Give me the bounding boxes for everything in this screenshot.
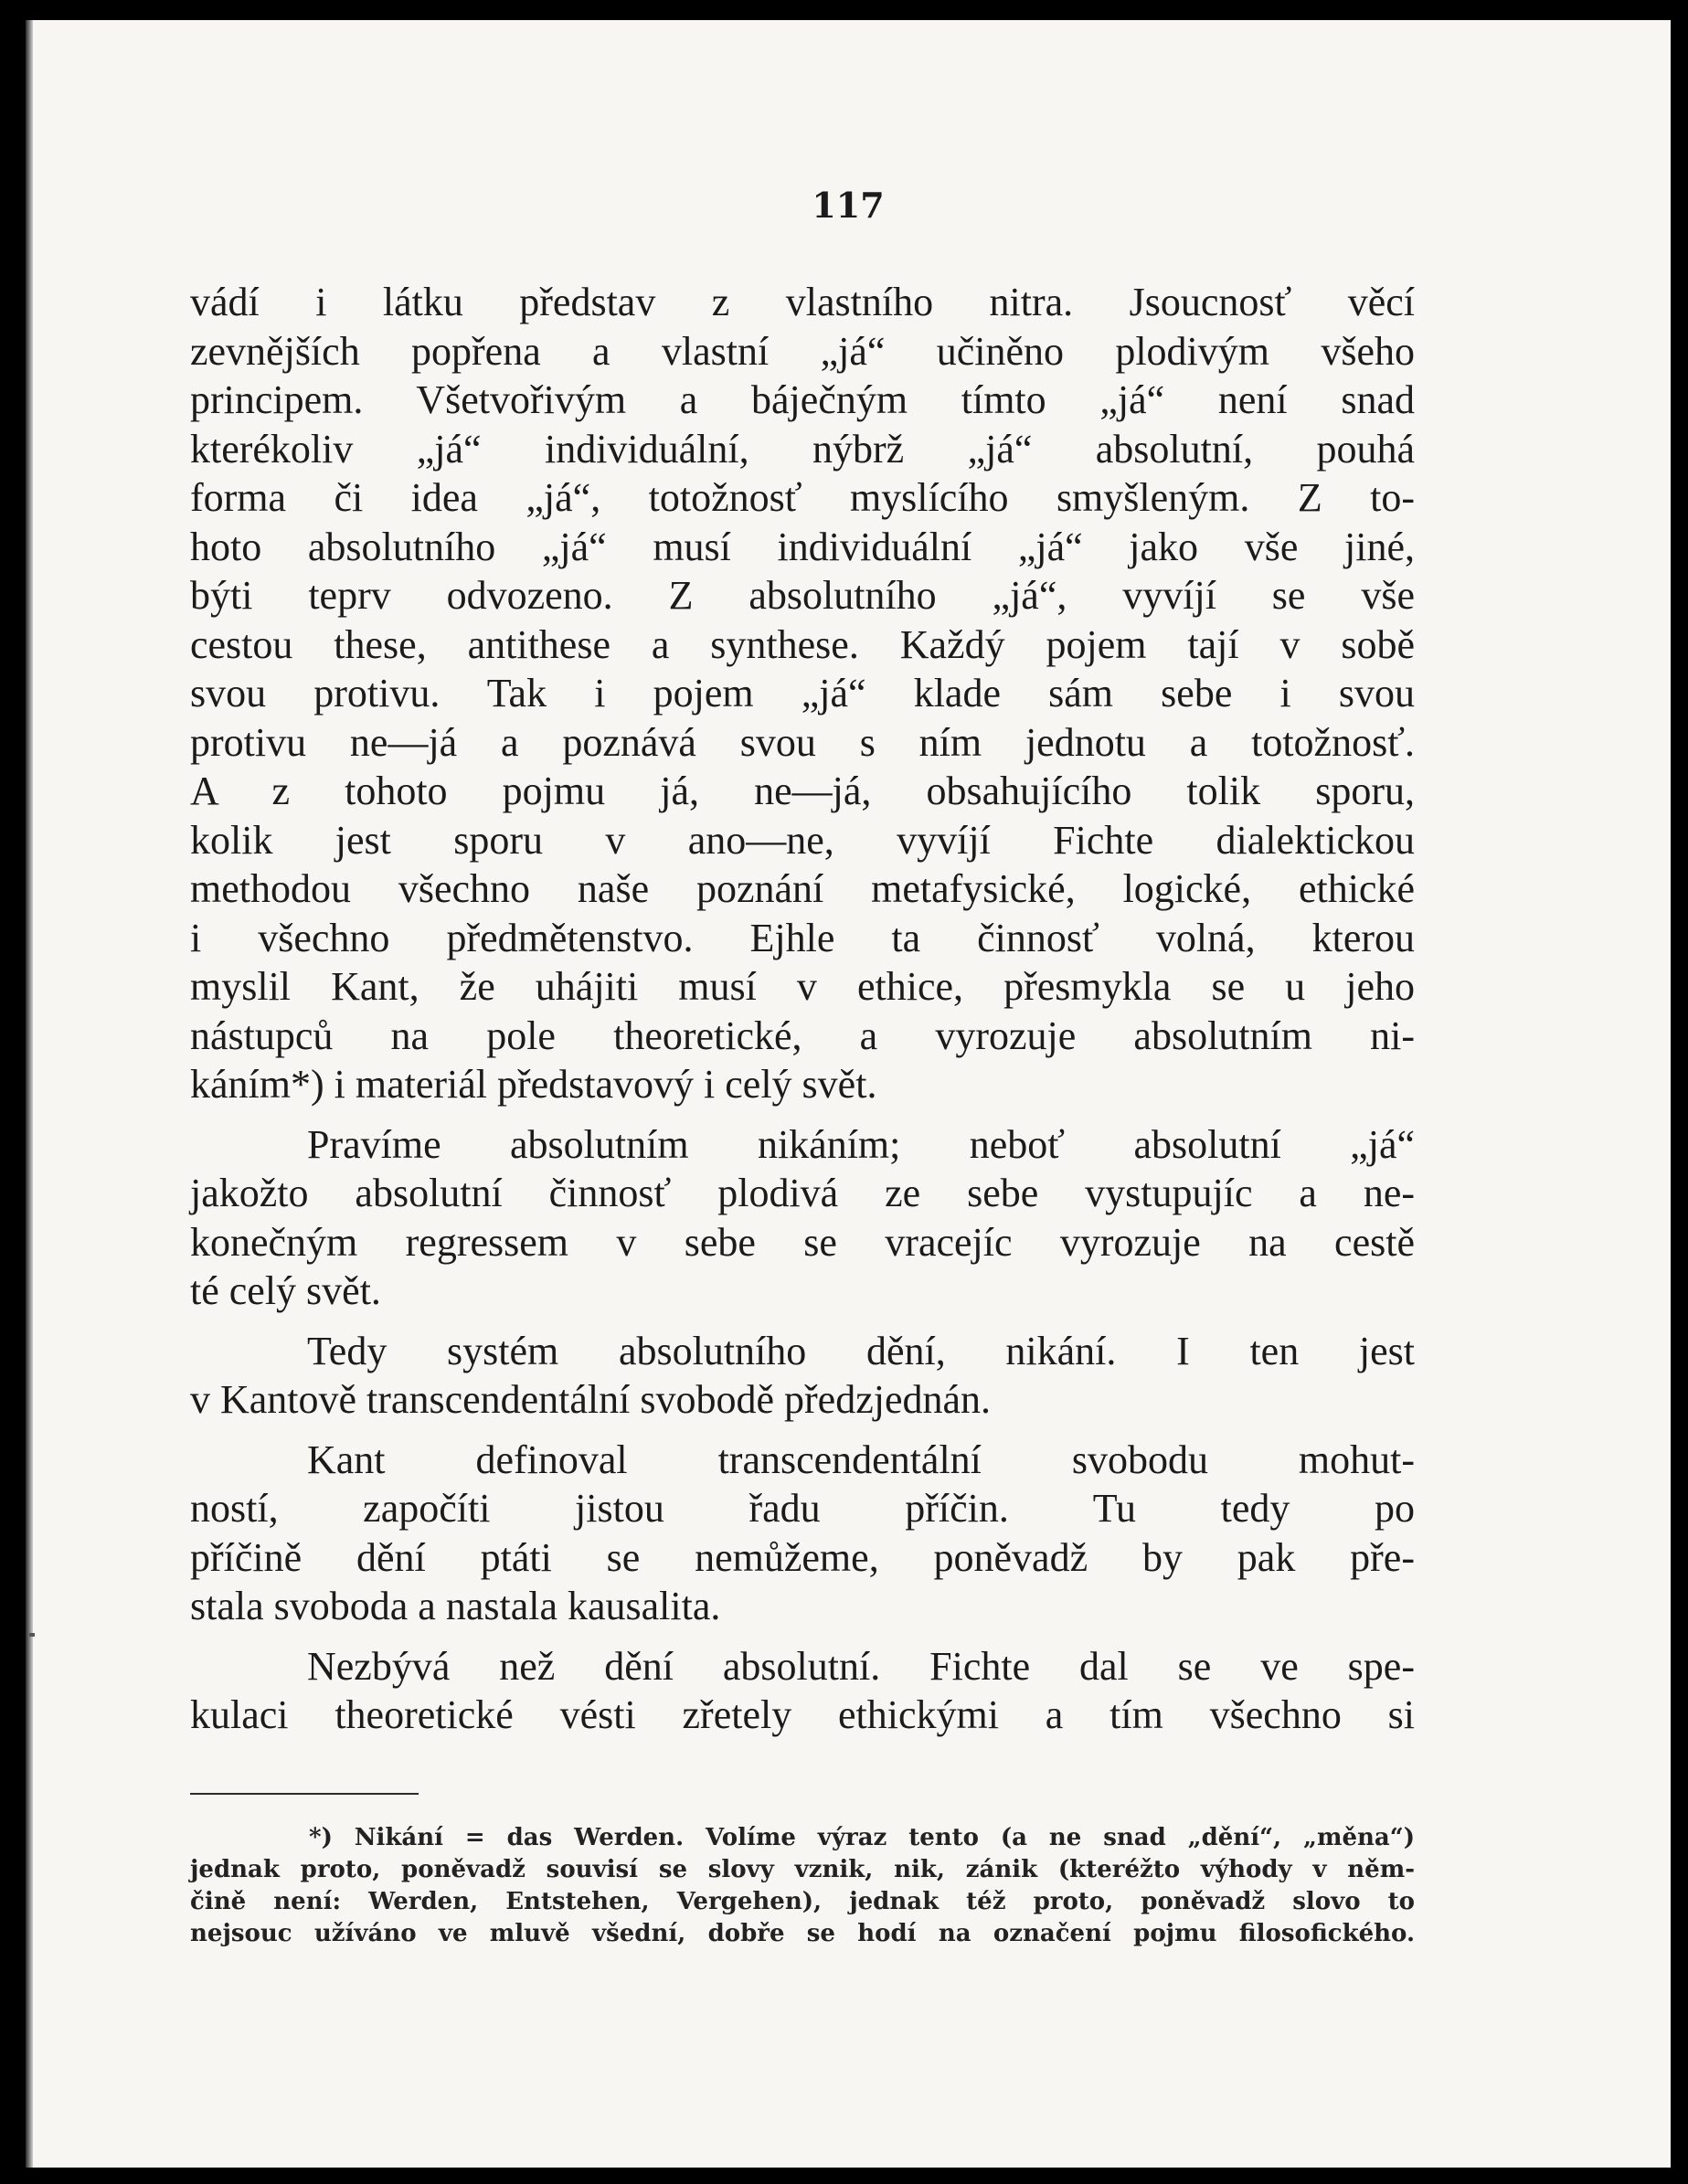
body-line: nástupců na pole theoretické, a vyrozuje absolutním ni- <box>190 1012 1415 1058</box>
body-line: v Kantově transcendentální svobodě předzjednán. <box>190 1377 992 1422</box>
book-page <box>26 20 1671 2168</box>
body-line: Kant definoval transcendentální svobodu mohut- <box>307 1437 1415 1482</box>
body-line: kulaci theoretické vésti zřetely ethickými a tím všechno si <box>190 1692 1415 1737</box>
body-line: káním*) i materiál představový i celý svět. <box>190 1062 877 1107</box>
binding-edge <box>26 20 33 2168</box>
footnote-line: čině není: Werden, Entstehen, Vergehen), jednak též proto, poněvadž slovo to <box>190 1888 1415 1915</box>
body-line: myslil Kant, že uhájiti musí v ethice, přesmykla se u jeho <box>190 964 1415 1009</box>
body-line: býti teprv odvozeno. Z absolutního „já“, vyvíjí se vše <box>190 573 1415 618</box>
body-line: svou protivu. Tak i pojem „já“ klade sám sebe i svou <box>190 671 1415 716</box>
body-line: principem. Všetvořivým a báječným tímto „já“ není snad <box>190 377 1415 422</box>
footnote-line: *) Nikání = das Werden. Volíme výraz tento (a ne snad „dění“, „měna“) <box>309 1824 1415 1851</box>
footnote-rule <box>190 1793 419 1795</box>
footnote-line: nejsouc užíváno ve mluvě všední, dobře se hodí na označení pojmu filosofického. <box>190 1920 1415 1947</box>
body-line: cestou these, antithese a synthese. Každý pojem tají v sobě <box>190 621 1415 667</box>
edge-mark <box>29 1633 35 1637</box>
body-line: methodou všechno naše poznání metafysické, logické, ethické <box>190 866 1415 911</box>
body-line: ností, započíti jistou řadu příčin. Tu tedy po <box>190 1486 1415 1531</box>
body-line: Tedy systém absolutního dění, nikání. I ten jest <box>307 1328 1415 1373</box>
body-line: příčině dění ptáti se nemůžeme, poněvadž by pak pře- <box>190 1534 1415 1580</box>
body-line: vádí i látku představ z vlastního nitra. Jsoucnosť věcí <box>190 280 1415 324</box>
page-number: 117 <box>812 185 885 226</box>
body-line: zevnějších popřena a vlastní „já“ učiněno plodivým všeho <box>190 328 1415 374</box>
body-text <box>190 278 1415 1740</box>
body-line: stala svoboda a nastala kausalita. <box>190 1584 721 1628</box>
body-line: Nezbývá než dění absolutní. Fichte dal se ve spe- <box>307 1643 1415 1689</box>
body-line: konečným regressem v sebe se vracejíc vyrozuje na cestě <box>190 1219 1415 1265</box>
body-line: kterékoliv „já“ individuální, nýbrž „já“ absolutní, pouhá <box>190 426 1415 472</box>
body-line: protivu ne—já a poznává svou s ním jednotu a totožnosť. <box>190 719 1415 765</box>
body-line: i všechno předmětenstvo. Ejhle ta činnosť volná, kterou <box>190 915 1415 960</box>
body-line: té celý svět. <box>190 1268 381 1313</box>
body-line: forma či idea „já“, totožnosť myslícího smyšleným. Z to- <box>190 475 1415 520</box>
body-line: hoto absolutního „já“ musí individuální „já“ jako vše jiné, <box>190 524 1415 569</box>
body-line: kolik jest sporu v ano—ne, vyvíjí Fichte dialektickou <box>190 817 1415 863</box>
body-line: jakožto absolutní činnosť plodivá ze sebe vystupujíc a ne- <box>190 1171 1415 1215</box>
footnote-line: jednak proto, poněvadž souvisí se slovy vznik, nik, zánik (kteréžto výhody v něm- <box>190 1856 1415 1883</box>
footnote <box>190 1822 1415 1950</box>
body-line: Pravíme absolutním nikáním; neboť absolutní „já“ <box>307 1121 1415 1167</box>
body-line: A z tohoto pojmu já, ne—já, obsahujícího tolik sporu, <box>190 769 1415 813</box>
